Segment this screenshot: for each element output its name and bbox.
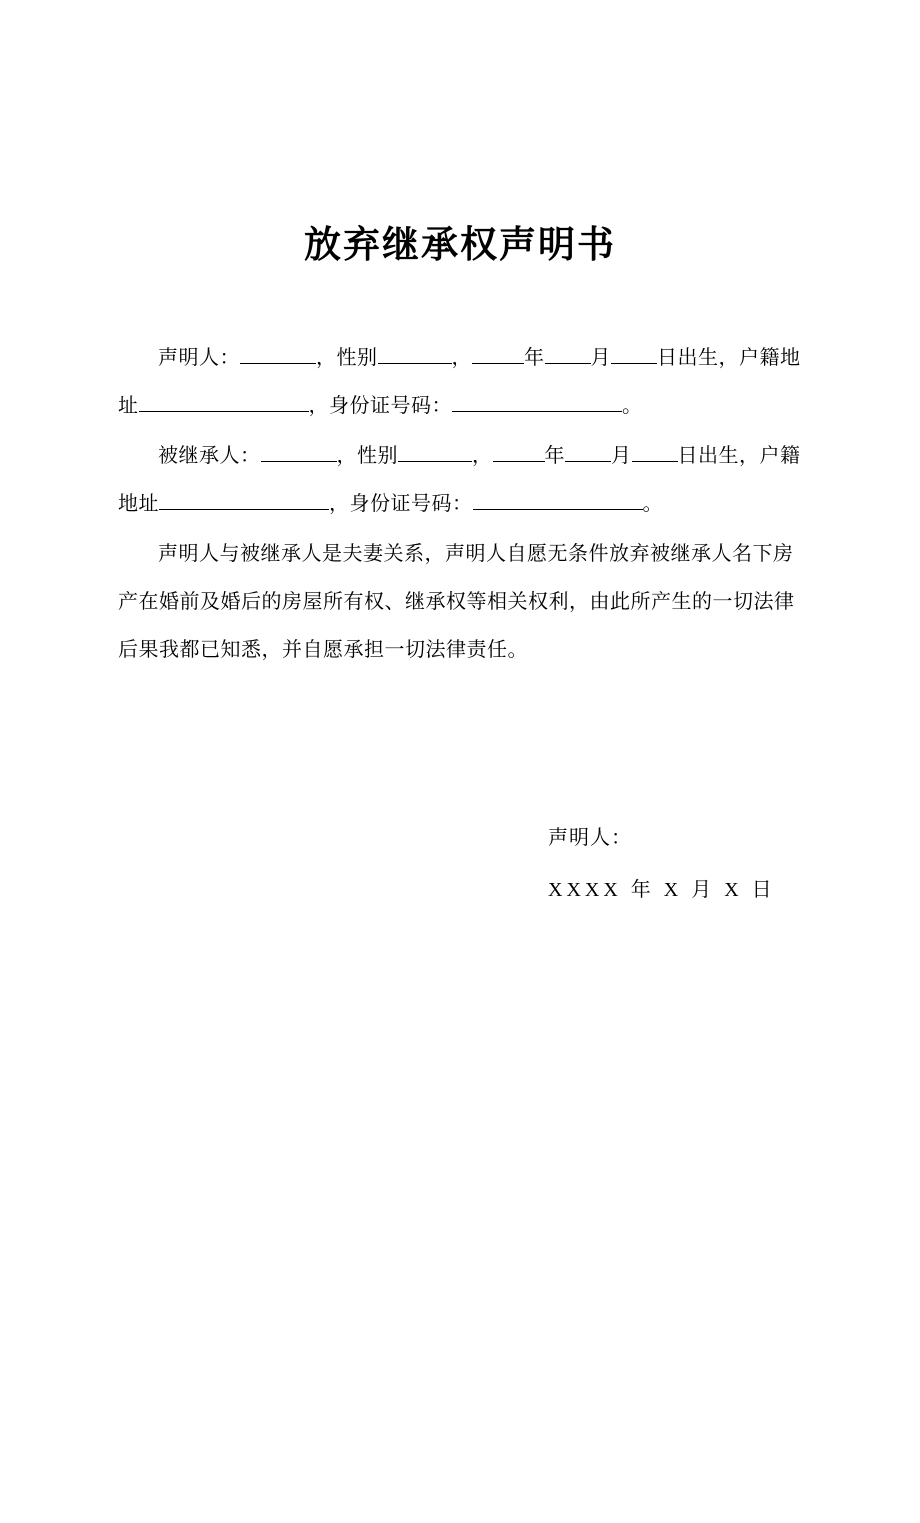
decedent-address-label: 户籍地址 — [118, 445, 801, 516]
declarant-address-field[interactable] — [139, 392, 309, 412]
decedent-sex-field[interactable] — [398, 442, 472, 462]
declarant-sex-field[interactable] — [378, 344, 452, 364]
signature-label: 声明人： — [548, 827, 632, 850]
document-page — [0, 222, 920, 1523]
declarant-sep1: ， — [316, 347, 337, 370]
statement-paragraph: 声明人与被继承人是夫妻关系，声明人自愿无条件放弃被继承人名下房产在婚前及婚后的房屋所有权、继承权等相关权利，由此所产生的一切法律后果我都已知悉，并自愿承担一切法律责任。 — [118, 543, 795, 662]
signature-block — [118, 812, 802, 916]
decedent-sep3: ， — [329, 493, 350, 516]
declarant-end-punct: 。 — [622, 395, 643, 418]
decedent-info-paragraph — [118, 432, 802, 528]
declarant-sep2: ， — [451, 347, 472, 370]
decedent-sep1: ， — [336, 445, 357, 468]
decedent-sex-label: 性别 — [357, 445, 398, 468]
declarant-sex-label: 性别 — [336, 347, 378, 370]
signature-date: XXXX 年 X 月 X 日 — [548, 879, 776, 902]
declarant-sep3: ， — [308, 395, 329, 418]
declarant-birth-year-field[interactable] — [472, 344, 524, 364]
decedent-birth-year-field[interactable] — [493, 442, 545, 462]
decedent-name-field[interactable] — [261, 442, 337, 462]
decedent-name-label: 被继承人： — [158, 445, 261, 468]
declarant-name-field[interactable] — [240, 344, 316, 364]
decedent-day-label: 日出生， — [677, 445, 760, 468]
decedent-end-punct: 。 — [642, 493, 663, 516]
declarant-month-label: 月 — [590, 347, 611, 370]
document-body — [118, 334, 802, 674]
declarant-year-label: 年 — [524, 347, 545, 370]
decedent-address-field[interactable] — [159, 490, 329, 510]
decedent-month-label: 月 — [611, 445, 632, 468]
decedent-birth-day-field[interactable] — [632, 442, 678, 462]
declarant-id-field[interactable] — [452, 392, 622, 412]
decedent-id-field[interactable] — [473, 490, 643, 510]
declarant-birth-day-field[interactable] — [611, 344, 657, 364]
decedent-id-label: 身份证号码： — [349, 493, 473, 516]
declarant-address-label: 户籍地址 — [118, 347, 801, 418]
decedent-year-label: 年 — [544, 445, 565, 468]
decedent-sep2: ， — [472, 445, 493, 468]
declarant-birth-month-field[interactable] — [545, 344, 591, 364]
declarant-id-label: 身份证号码： — [329, 395, 452, 418]
declarant-name-label: 声明人： — [158, 347, 240, 370]
decedent-birth-month-field[interactable] — [565, 442, 611, 462]
page-title: 放弃继承权声明书 — [304, 222, 616, 266]
declarant-info-paragraph — [118, 334, 802, 430]
declarant-day-label: 日出生， — [657, 347, 739, 370]
